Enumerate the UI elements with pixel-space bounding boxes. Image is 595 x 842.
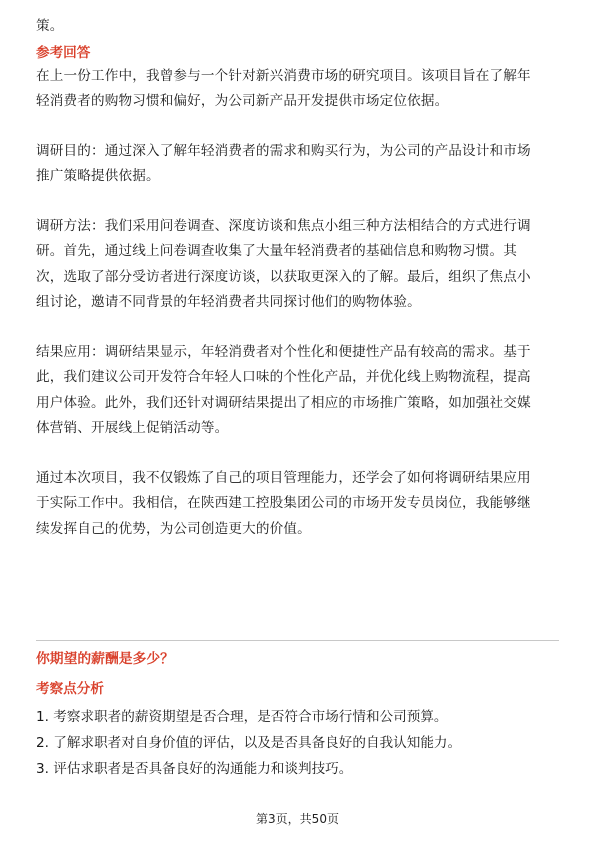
paragraph-research-method (36, 214, 559, 316)
paragraph-research-purpose (36, 139, 559, 190)
paragraph-line: 体营销、开展线上促销活动等。 (36, 420, 229, 436)
question-title: 你期望的薪酬是多少？ (36, 651, 174, 667)
paragraph-line: 结果应用：调研结果显示，年轻消费者对个性化和便捷性产品有较高的需求。基于 (36, 343, 531, 360)
analysis-item: 3. 评估求职者是否具备良好的沟通能力和谈判技巧。 (36, 761, 353, 777)
answer-section (36, 14, 559, 542)
paragraph-results-application (36, 340, 559, 442)
analysis-heading: 考察点分析 (36, 681, 104, 697)
paragraph-line: 于实际工作中。我相信，在陕西建工控股集团公司的市场开发专员岗位，我能够继 (36, 495, 531, 511)
paragraph-line: 通过本次项目，我不仅锻炼了自己的项目管理能力，还学会了如何将调研结果应用 (36, 469, 531, 486)
paragraph-line: 次，选取了部分受访者进行深度访谈，以获取更深入的了解。最后，组织了焦点小 (36, 268, 531, 285)
question-analysis (36, 678, 559, 782)
section-divider (36, 640, 559, 641)
reference-answer-heading: 参考回答 (36, 44, 91, 61)
paragraph-line: 组讨论，邀请不同背景的年轻消费者共同探讨他们的购物体验。 (36, 294, 421, 310)
paragraph-intro (36, 64, 559, 115)
paragraph-line: 此，我们建议公司开发符合年轻人口味的个性化产品，并优化线上购物流程，提高 (36, 369, 531, 385)
paragraph-line: 续发挥自己的优势，为公司创造更大的价值。 (36, 520, 311, 537)
paragraph-line: 用户体验。此外，我们还针对调研结果提出了相应的市场推广策略，如加强社交媒 (36, 394, 531, 411)
page-number-footer: 第3页，共50页 (256, 812, 339, 826)
paragraph-line: 在上一份工作中，我曾参与一个针对新兴消费市场的研究项目。该项目旨在了解年 (36, 67, 531, 84)
analysis-item: 2. 了解求职者对自身价值的评估，以及是否具备良好的自我认知能力。 (36, 735, 462, 751)
paragraph-line: 轻消费者的购物习惯和偏好，为公司新产品开发提供市场定位依据。 (36, 93, 449, 109)
top-fragment: 策。 (36, 18, 64, 34)
paragraph-line: 调研目的：通过深入了解年轻消费者的需求和购买行为，为公司的产品设计和市场 (36, 142, 531, 159)
paragraph-line: 研。首先，通过线上问卷调查收集了大量年轻消费者的基础信息和购物习惯。其 (36, 243, 518, 259)
paragraph-line: 推广策略提供依据。 (36, 168, 160, 184)
paragraph-line: 调研方法：我们采用问卷调查、深度访谈和焦点小组三种方法相结合的方式进行调 (36, 217, 531, 234)
analysis-item: 1. 考察求职者的薪资期望是否合理，是否符合市场行情和公司预算。 (36, 709, 448, 725)
paragraph-conclusion (36, 466, 559, 543)
